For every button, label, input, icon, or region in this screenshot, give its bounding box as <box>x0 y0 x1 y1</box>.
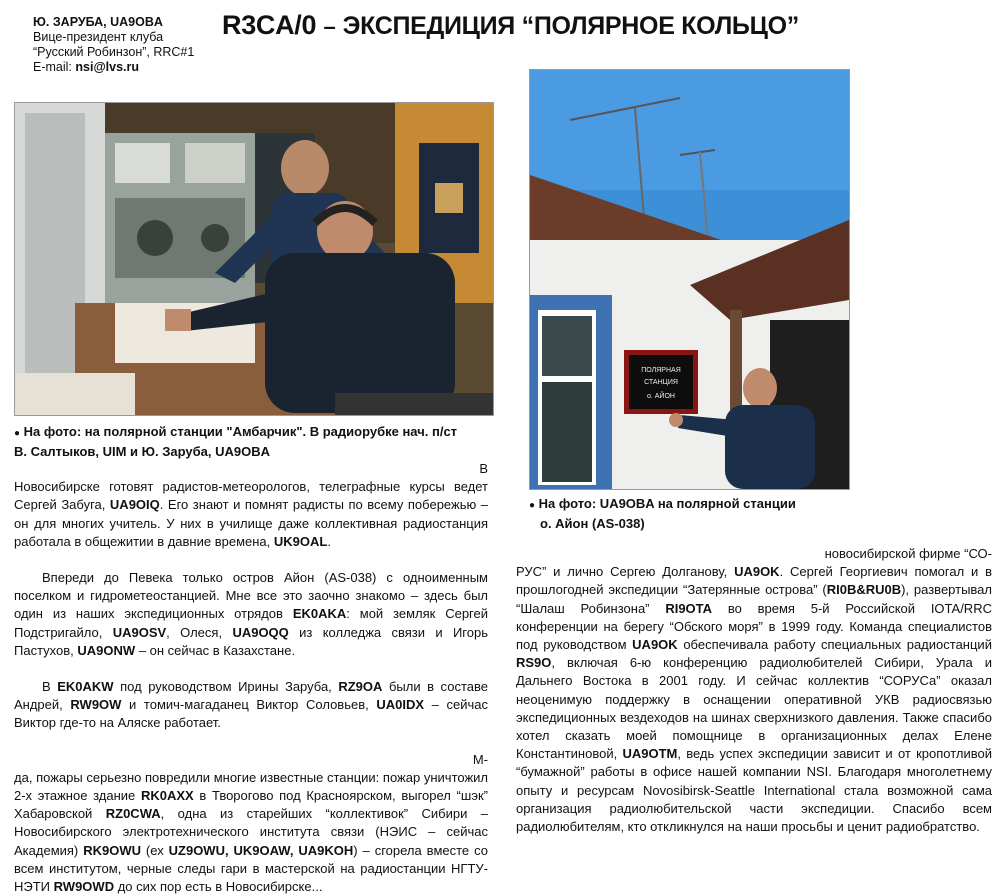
callsign: RK9OWU <box>83 842 141 858</box>
title-dash: – <box>323 14 336 39</box>
caption-right-line2: о. Айон (AS-038) <box>540 516 645 531</box>
paragraph: В Новосибирске готовят радистов-метеорологов, телеграфные курсы ведет Сергей Забуга, UA9OIQ. Его знают и помнят радисты по всему побережью – он для многих учитель. У них в училище даже коллективная радиостанция работала в общежитии в давние времена, UK9OAL. <box>14 461 488 549</box>
caption-left-line1: На фото: на полярной станции "Амбарчик". В радиорубке нач. п/ст <box>23 424 458 439</box>
sign-line1: ПОЛЯРНАЯ <box>641 367 681 374</box>
paragraph: М- да, пожары серьезно повредили многие известные станции: пожар уничтожил 2-х этажное здание RK0AXX в Творогово под Красноярском, выгорел “шэк” Хабаровской RZ0CWA, одна из старейших “коллективок” Сибири – Новосибирского электротехнического института связи (НЭИС – сейчас Академия) RK9OWU (ех UZ9OWU, UK9OAW, UA9KOH) – сгорела вместе со всем институтом, черные следы гари в мастерской на радиостанции НГТУ-НЭТИ RW9OWD до сих пор есть в Новосибирске... <box>14 751 488 895</box>
title-text: ЭКСПЕДИЦИЯ “ПОЛЯРНОЕ КОЛЬЦО” <box>342 12 799 40</box>
right-column-text <box>516 545 992 836</box>
author-email-line <box>33 60 233 75</box>
author-email[interactable]: nsi@lvs.ru <box>75 60 139 74</box>
callsign: UA9OSV <box>112 624 167 640</box>
photo-radio-room <box>14 102 494 416</box>
caption-right-line1: На фото: UA9OBA на полярной станции <box>538 496 796 511</box>
callsign: RZ9OA <box>338 679 383 695</box>
callsign: RZ0CWA <box>105 806 161 822</box>
author-club: “Русский Робинзон”, RRC#1 <box>33 45 195 59</box>
callsign: RS9O <box>516 655 552 671</box>
callsign: RI9OTA <box>665 600 713 616</box>
left-column-text <box>14 460 488 896</box>
callsign: UA9OK <box>632 637 678 653</box>
author-block <box>33 15 233 75</box>
paragraph: Впереди до Певека только остров Айон (AS-038) с одноименным поселком и гидрометеостанцией. Мне все это заочно знакомо – здесь был один из наших экспедиционных отрядов EK0AKA: мой земляк Сергей Подстригайло, UA9OSV, Олеся, UA9OQQ из колледжа связи и Игорь Пастухов, UA9ONW – он сейчас в Казахстане. <box>14 570 489 658</box>
article-title <box>222 10 799 41</box>
callsign: UA9ONW <box>77 642 136 658</box>
radio-room-illustration <box>15 103 493 415</box>
sign-line3: о. АЙОН <box>647 393 675 400</box>
email-label: E-mail: <box>33 60 72 74</box>
polar-station-illustration <box>530 70 849 489</box>
callsign: EK0AKA <box>292 606 347 622</box>
callsign: EK0AKW <box>57 679 114 695</box>
author-role: Вице-президент клуба <box>33 30 164 44</box>
sign-line2: СТАНЦИЯ <box>644 379 678 386</box>
photo-polar-station <box>529 69 850 490</box>
callsign: UA9OQQ <box>232 624 289 640</box>
callsign: UA0IDX <box>376 697 425 713</box>
author-name: Ю. ЗАРУБА, UA9OBA <box>33 15 163 29</box>
drop-lead: М- <box>472 751 488 767</box>
callsign: RW9OWD <box>53 879 115 895</box>
callsign: RI0B&RU0B <box>826 582 902 598</box>
paragraph: В EK0AKW под руководством Ирины Заруба, RZ9OA были в составе Андрей, RW9OW и томич-магаданец Виктор Соловьев, UA0IDX – сейчас Виктор где-то на Аляске работает. <box>14 679 488 731</box>
caption-left <box>14 423 504 461</box>
bullet-icon: ● <box>14 428 21 439</box>
title-callsign: R3CA/0 <box>222 10 317 40</box>
callsign: UA9OK <box>734 564 780 580</box>
paragraph: новосибирской фирме “СО- РУС” и лично Сергею Долганову, UA9OK. Сергей Георгиевич помогал и в прошлогодней экспедиции “Затерянные острова” (RI0B&RU0B), развертывал “Шалаш Робинзона” RI9OTA во время 5-й Российской IOTA/RRC конференции на берегу “Обского моря” в 1999 году. Команда специалистов под руководством UA9OK обеспечивала работу специальных радиостанций RS9O, включая 6-ю конференцию радиолюбителей Сибири, Урала и Дальнего Востока в 2001 году. И сейчас коллектив “СОРУСа” оказал неоценимую поддержку в оснащении оперативной УКВ радиосвязью экспедиционных вездеходов на шинах сверхнизкого давления. Также спасибо хотел сказать моей помощнице в организационных делах Елене Константиновой, UA9OTM, ведь успех экспедиции зависит и от кропотливой “бумажной” работы в офисе нашей компании NSI. Благодаря многолетнему опыту и ресурсам Novosibirsk-Seattle International стала возможной сама организация радиолюбительской части экспедиции. Спасибо всем радиолюбителям, кто откликнулся на наши просьбы и ценит радиобратство. <box>516 546 992 835</box>
drop-lead: В <box>479 461 488 476</box>
caption-left-line2: В. Салтыков, UIM и Ю. Заруба, UA9OBA <box>14 444 271 459</box>
callsign: UA9OIQ <box>109 497 160 513</box>
callsign: UZ9OWU, UK9OAW, UA9KOH <box>168 842 354 858</box>
callsign: RW9OW <box>70 697 122 713</box>
caption-right <box>529 495 859 533</box>
bullet-icon: ● <box>529 500 536 511</box>
drop-lead: новосибирской фирме “СО- <box>824 546 992 561</box>
callsign: UK9OAL <box>273 533 328 549</box>
callsign: RK0AXX <box>140 788 194 804</box>
callsign: UA9OTM <box>622 746 678 762</box>
